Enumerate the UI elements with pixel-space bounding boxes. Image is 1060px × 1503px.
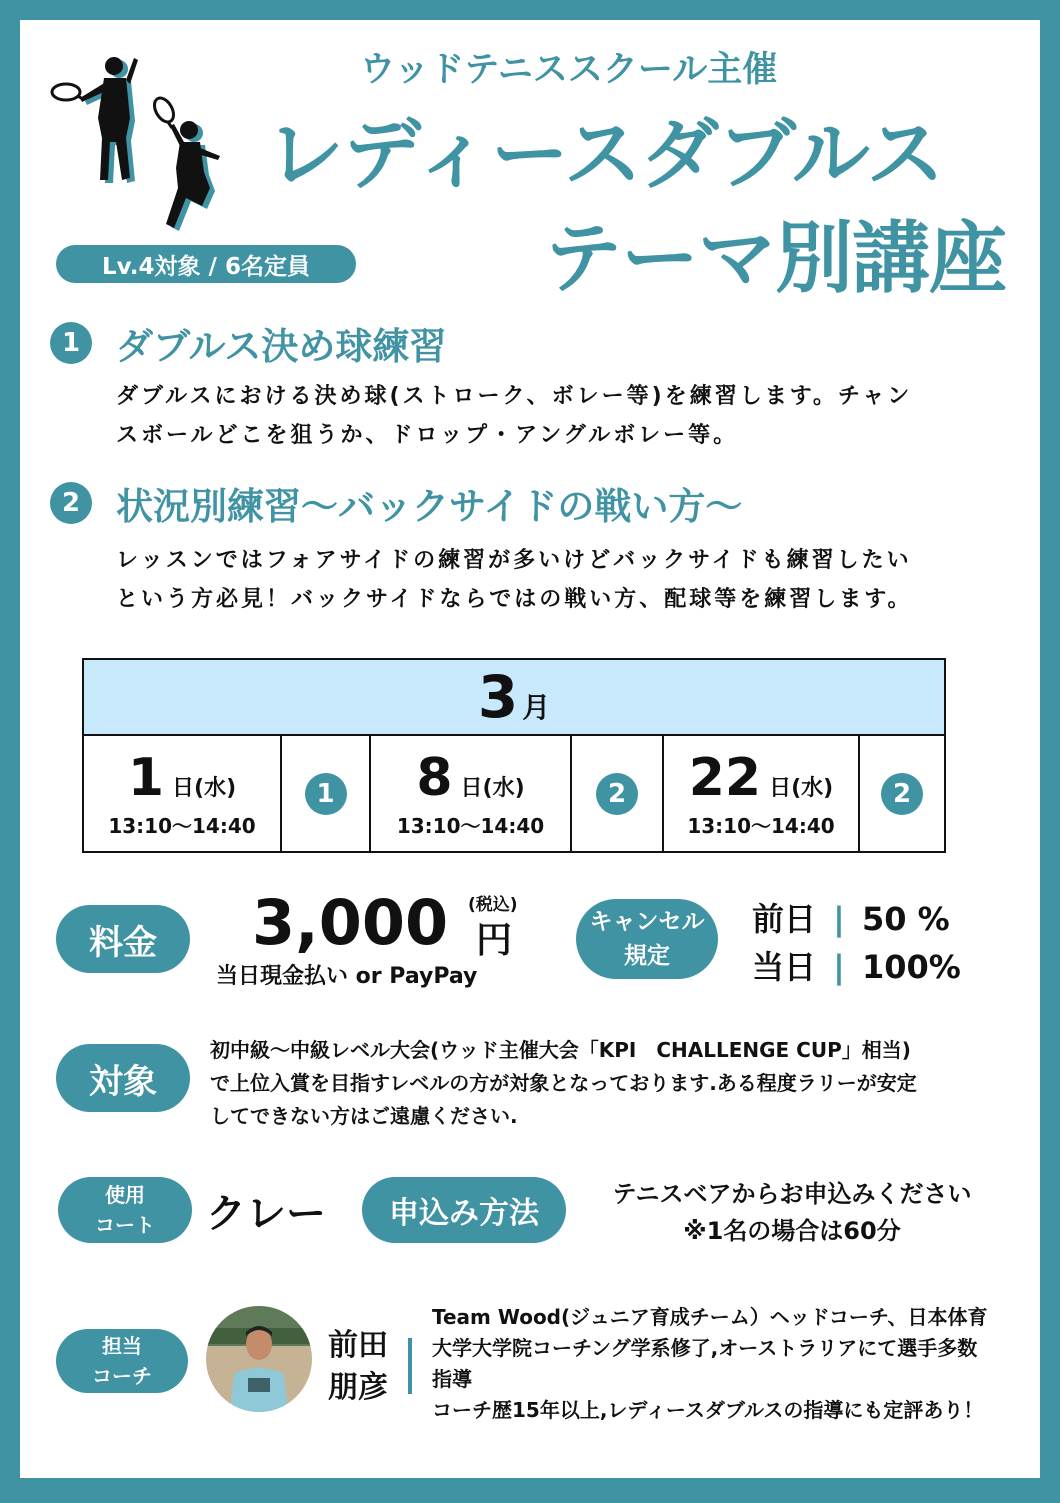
coach-label bbox=[56, 1329, 188, 1393]
apply-instructions: テニスベアからお申込みください bbox=[612, 1180, 972, 1208]
schedule-table bbox=[82, 658, 946, 853]
session-day: 22 bbox=[688, 748, 762, 808]
section-title: 状況別練習～バックサイドの戦い方～ bbox=[116, 485, 743, 528]
flyer-page bbox=[20, 20, 1040, 1478]
cancel-when: 当日 bbox=[752, 948, 817, 986]
section-body-line: スボールどこを狙うか、ドロップ・アングルボレー等。 bbox=[116, 423, 739, 448]
coach-label-line: コーチ bbox=[92, 1364, 152, 1388]
theme-number-badge: 1 bbox=[305, 773, 347, 815]
coach-given-name: 朋彦 bbox=[328, 1370, 388, 1405]
section-title: ダブルス決め球練習 bbox=[116, 325, 447, 368]
court-surface: クレー bbox=[206, 1191, 326, 1237]
cancel-separator: | bbox=[833, 948, 845, 986]
session-weekday: 日(水) bbox=[769, 776, 834, 801]
month-number: 3 bbox=[477, 663, 519, 731]
target-text-line: 初中級～中級レベル大会(ウッド主催大会「KPI CHALLENGE CUP」相当) bbox=[210, 1038, 911, 1062]
cancel-when: 前日 bbox=[752, 900, 817, 938]
cancel-rate: 100% bbox=[861, 948, 961, 986]
court-label-line: コート bbox=[95, 1213, 155, 1237]
cancel-label-line: 規定 bbox=[624, 943, 670, 969]
session-day: 1 bbox=[127, 748, 165, 808]
session-date-cell bbox=[663, 735, 859, 852]
cancel-row bbox=[752, 942, 961, 988]
title-line-2: テーマ別講座 bbox=[544, 214, 1007, 304]
coach-bio-line: コーチ歴15年以上,レディースダブルスの指導にも定評あり！ bbox=[432, 1398, 984, 1422]
court-label-line: 使用 bbox=[105, 1183, 145, 1207]
tennis-players-illustration bbox=[34, 38, 224, 238]
coach-divider bbox=[408, 1338, 412, 1394]
fee-unit: 円 bbox=[476, 920, 513, 961]
section-body-line: レッスンではフォアサイドの練習が多いけどバックサイドも練習したい bbox=[116, 548, 912, 573]
theme-number-badge: 2 bbox=[881, 773, 923, 815]
cancel-separator: | bbox=[833, 900, 845, 938]
cancel-policy-label bbox=[576, 899, 718, 979]
cancel-label-line: キャンセル bbox=[589, 909, 705, 935]
session-date-cell bbox=[83, 735, 281, 852]
fee-amount: 3,000 bbox=[252, 886, 449, 959]
coach-bio-line: 大学大学院コーチング学系修了,オーストラリアにて選手多数 bbox=[432, 1336, 978, 1360]
coach-bio-line: Team Wood(ジュニア育成チーム）ヘッドコーチ、日本体育 bbox=[432, 1305, 988, 1329]
target-text-line: してできない方はご遠慮ください. bbox=[210, 1104, 518, 1128]
section-body-line: という方必見！バックサイドならではの戦い方、配球等を練習します。 bbox=[116, 587, 913, 612]
session-time: 13:10～14:40 bbox=[108, 814, 256, 838]
organizer-text: ウッドテニススクール主催 bbox=[360, 50, 778, 90]
coach-family-name: 前田 bbox=[328, 1328, 388, 1363]
session-day: 8 bbox=[416, 748, 453, 808]
cancel-row bbox=[752, 894, 950, 940]
target-label: 対象 bbox=[56, 1044, 190, 1112]
section-number-badge: 1 bbox=[50, 322, 92, 364]
apply-method-label: 申込み方法 bbox=[362, 1177, 566, 1243]
apply-note: ※1名の場合は60分 bbox=[683, 1217, 901, 1245]
session-theme-cell bbox=[571, 735, 663, 852]
coach-photo bbox=[206, 1306, 312, 1412]
title-line-1: レディースダブルス bbox=[266, 110, 944, 200]
month-header bbox=[83, 659, 945, 735]
target-text-line: で上位入賞を目指すレベルの方が対象となっております.ある程度ラリーが安定 bbox=[210, 1071, 917, 1095]
session-weekday: 日(水) bbox=[172, 776, 237, 801]
racket-icon bbox=[52, 84, 80, 100]
session-time: 13:10～14:40 bbox=[687, 814, 835, 838]
session-weekday: 日(水) bbox=[460, 776, 525, 801]
cancel-rate: 50 % bbox=[861, 900, 950, 938]
section-body-line: ダブルスにおける決め球(ストローク、ボレー等)を練習します。チャン bbox=[116, 384, 913, 409]
fee-label: 料金 bbox=[56, 905, 190, 973]
month-unit: 月 bbox=[522, 691, 551, 724]
coach-label-line: 担当 bbox=[102, 1334, 142, 1358]
session-theme-cell bbox=[281, 735, 370, 852]
session-date-cell bbox=[370, 735, 571, 852]
section-number-badge: 2 bbox=[50, 482, 92, 524]
fee-payment-method: 当日現金払い or PayPay bbox=[216, 964, 478, 989]
coach-bio-line: 指導 bbox=[432, 1367, 472, 1391]
session-theme-cell bbox=[859, 735, 945, 852]
level-badge: Lv.4対象 / 6名定員 bbox=[56, 245, 356, 283]
session-time: 13:10～14:40 bbox=[396, 814, 545, 838]
court-label bbox=[58, 1177, 192, 1243]
fee-tax-note: (税込) bbox=[468, 895, 518, 915]
theme-number-badge: 2 bbox=[596, 773, 638, 815]
